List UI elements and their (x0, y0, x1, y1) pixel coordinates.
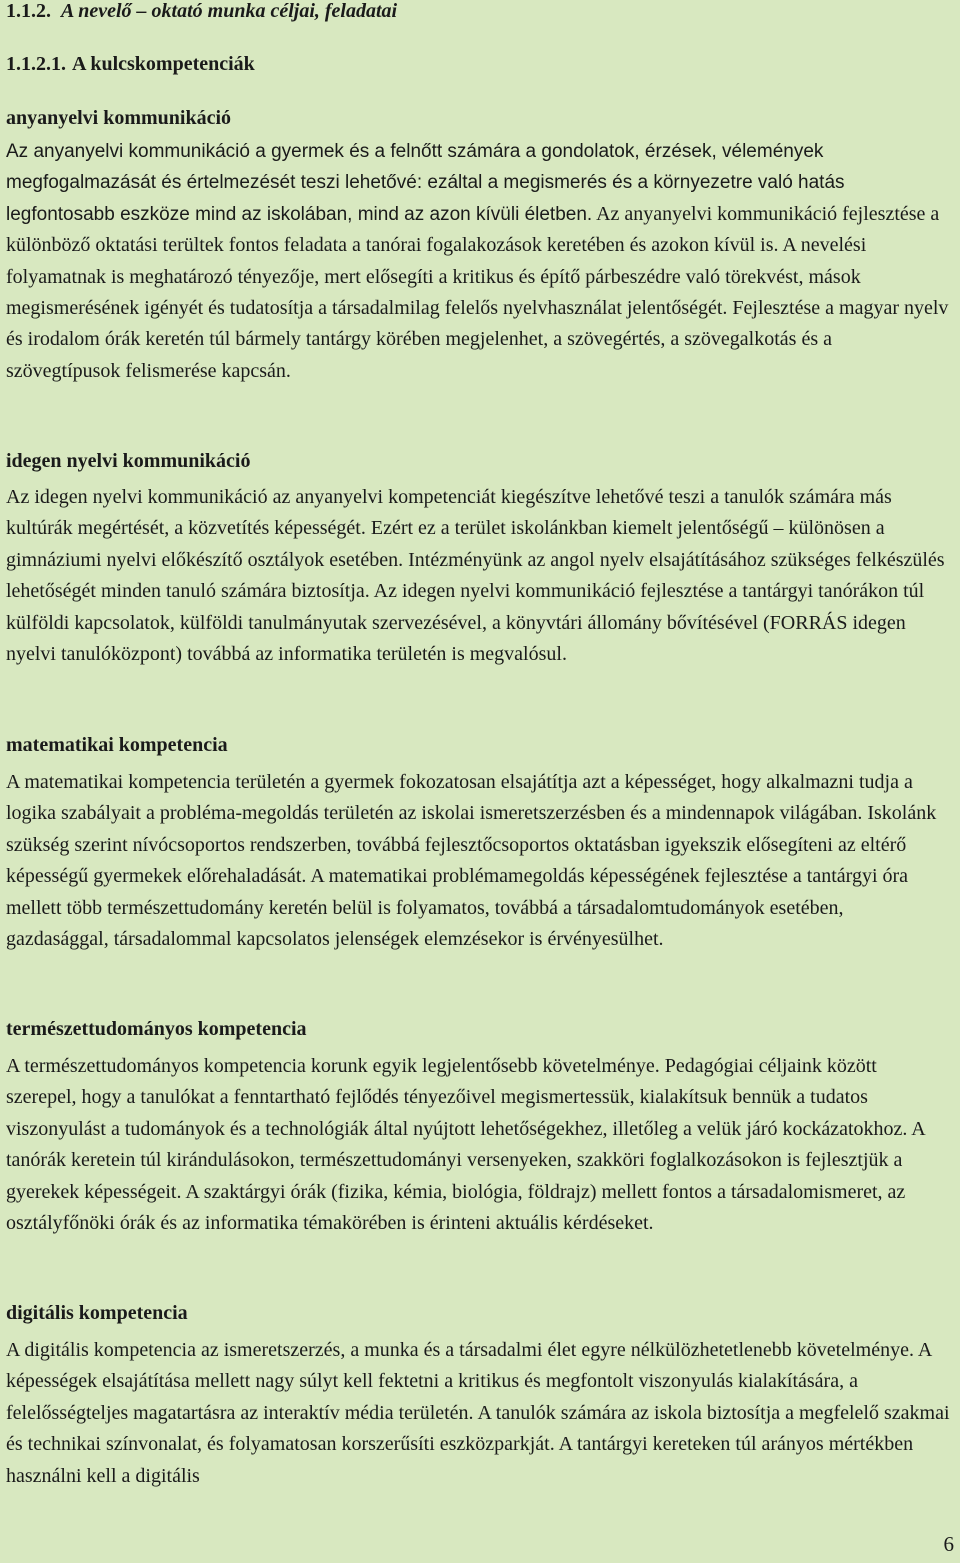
subsection-heading (6, 50, 255, 78)
section-title-digitalis: digitális kompetencia (6, 1302, 188, 1324)
section-body-digitalis: A digitális kompetencia az ismeretszerzés, a munka és a társadalmi élet egyre nélkülözhetetlenebb követelménye. A képességek elsajátítása mellett nagy súlyt kell fektetni a kritikus és megfontolt viszonyulás kialakítására, a felelősségteljes magatartásra az interaktív média területén. A tanulók számára az iskola biztosítja a megfelelő szakmai és technikai színvonalat, és folyamatosan korszerűsíti eszközparkját. A tantárgyi kereteken túl arányos mértékben használni kell a digitális (6, 1339, 950, 1487)
section-body-termeszettudomanyos: A természettudományos kompetencia korunk egyik legjelentősebb követelménye. Pedagógiai céljaink között szerepel, hogy a tanulókat a fenntartható fejlődés tényezőivel megismertessük, kialakítsuk bennük a tudatos viszonyulást a tudományok és a technológiák által nyújtott lehetőségekhez, illetőleg a velük járó kockázatokhoz. A tanórák keretein túl kirándulásokon, természettudományi versenyeken, szakköri foglalkozásokon is fejlesztjük a gyerekek képességeit. A szaktárgyi órák (fizika, kémia, biológia, földrajz) mellett fontos a társadalomismeret, az osztályfőnöki órák és az informatika témakörében is érinteni aktuális kérdéseket. (6, 1055, 925, 1235)
section-body-matematikai: A matematikai kompetencia területén a gyermek fokozatosan elsajátítja azt a képességet, hogy alkalmazni tudja a logika szabályait a probléma-megoldás területén az iskolai ismeretszerzésben és a mindennapok világában. Iskolánk szükség szerint nívócsoportos rendszerben, továbbá fejlesztőcsoportos oktatásban igyekszik elősegíteni az eltérő képességű gyermekek előrehaladását. A matematikai problémamegoldás képességének fejlesztése a tantárgyi óra mellett több természettudomány keretén belül is folyamatos, továbbá a társadalomtudományok esetében, gazdasággal, társadalommal kapcsolatos jelenségek elemzésekor is érvényesülhet. (6, 771, 937, 951)
section-body-idegen-nyelvi: Az idegen nyelvi kommunikáció az anyanyelvi kompetenciát kiegészítve lehetővé teszi a tanulók számára más kultúrák megértését, a közvetítés képességét. Ezért ez a terület iskolánkban kiemelt jelentőségű – különösen a gimnáziumi nyelvi előkészítő osztályok esetében. Intézményünk az angol nyelv elsajátításához szükséges felkészülés lehetőségét minden tanuló számára biztosítja. Az idegen nyelvi kommunikáció fejlesztése a tantárgyi tanórákon túl külföldi kapcsolatok, külföldi tanulmányutak szervezésével, a könyvtári állomány bővítésével (FORRÁS idegen nyelvi tanulóközpont) továbbá az informatika területén is megvalósul. (6, 486, 945, 666)
subsection-heading-number: 1.1.2.1. (6, 53, 66, 75)
section-heading-number: 1.1.2. (6, 0, 51, 22)
section-title-idegen-nyelvi: idegen nyelvi kommunikáció (6, 450, 251, 472)
section-title-matematikai: matematikai kompetencia (6, 734, 228, 756)
section-heading (6, 0, 397, 25)
section-title-termeszettudomanyos: természettudományos kompetencia (6, 1018, 307, 1040)
section-heading-title: A nevelő – oktató munka céljai, feladatai (61, 0, 398, 22)
page-number: 6 (943, 1532, 954, 1556)
section-title-anyanyelvi: anyanyelvi kommunikáció (6, 107, 232, 129)
section-body-lead: Az anyanyelvi kommunikáció a gyermek és a felnőtt számára a gondolatok, érzések, vélemények megfogalmazását és értelmezését teszi lehetővé: ezáltal a megismerés és a környezetre való hatás legfontosabb eszköze mind az iskolában, mind az azon kívüli életben. (6, 141, 845, 225)
section-body-rest: Az anyanyelvi kommunikáció fejlesztése a különböző oktatási terültek fontos feladata a tanórai fogalakozások keretében és azokon kívül is. A nevelési folyamatnak is meghatározó tényezője, mert elősegíti a kritikus és építő párbeszédre való törekvést, mások megismerésének igényét és tudatosítja a társadalmilag felelős nyelvhasználat jelentőségét. Fejlesztése a magyar nyelv és irodalom órák keretén túl bármely tantárgy körében megjelenhet, a szövegértés, a szövegalkotás és a szövegtípusok felismerése kapcsán. (6, 202, 949, 382)
subsection-heading-title: A kulcskompetenciák (72, 53, 255, 75)
section-body-anyanyelvi (6, 136, 950, 387)
